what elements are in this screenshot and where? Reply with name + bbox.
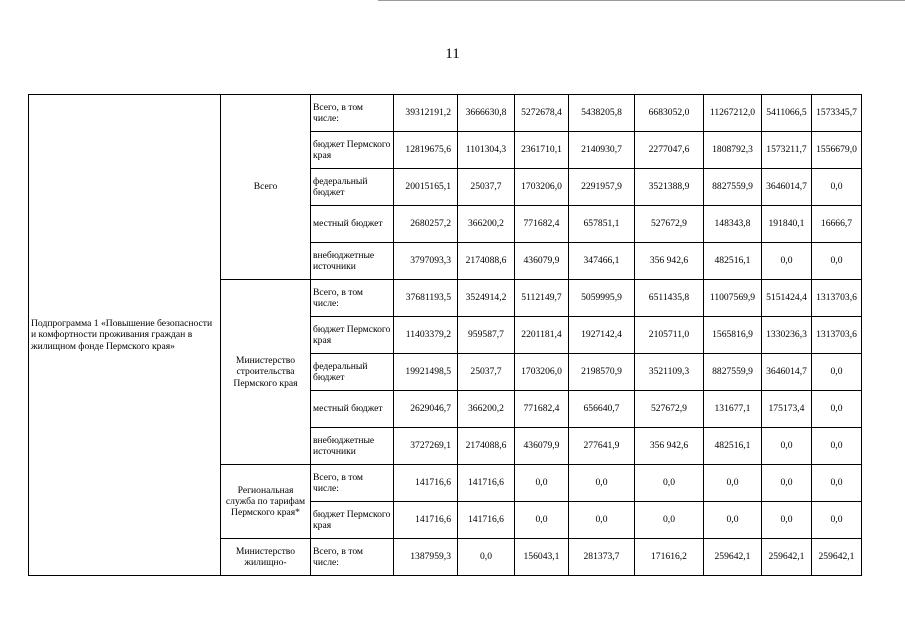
value-cell: 771682,4 bbox=[515, 391, 569, 428]
value-cell: 0,0 bbox=[569, 502, 635, 539]
value-cell: 141716,6 bbox=[458, 465, 515, 502]
value-cell: 11267212,0 bbox=[704, 95, 762, 132]
funding-source-cell: федеральный бюджет bbox=[311, 169, 394, 206]
value-cell: 959587,7 bbox=[458, 317, 515, 354]
value-cell: 1927142,4 bbox=[569, 317, 635, 354]
value-cell: 3727269,1 bbox=[394, 428, 458, 465]
value-cell: 482516,1 bbox=[704, 243, 762, 280]
value-cell: 2105711,0 bbox=[635, 317, 704, 354]
value-cell: 0,0 bbox=[762, 243, 812, 280]
value-cell: 0,0 bbox=[812, 465, 862, 502]
value-cell: 0,0 bbox=[762, 465, 812, 502]
value-cell: 8827559,9 bbox=[704, 354, 762, 391]
value-cell: 2174088,6 bbox=[458, 243, 515, 280]
value-cell: 0,0 bbox=[515, 502, 569, 539]
funding-source-cell: федеральный бюджет bbox=[311, 354, 394, 391]
value-cell: 5411066,5 bbox=[762, 95, 812, 132]
funding-source-cell: бюджет Пермского края bbox=[311, 317, 394, 354]
value-cell: 0,0 bbox=[635, 465, 704, 502]
value-cell: 1573345,7 bbox=[812, 95, 862, 132]
budget-table bbox=[28, 94, 862, 576]
value-cell: 1808792,3 bbox=[704, 132, 762, 169]
value-cell: 6511435,8 bbox=[635, 280, 704, 317]
value-cell: 259642,1 bbox=[812, 539, 862, 576]
value-cell: 1565816,9 bbox=[704, 317, 762, 354]
value-cell: 3524914,2 bbox=[458, 280, 515, 317]
funding-source-cell: Всего, в том числе: bbox=[311, 95, 394, 132]
value-cell: 0,0 bbox=[635, 502, 704, 539]
value-cell: 0,0 bbox=[569, 465, 635, 502]
value-cell: 131677,1 bbox=[704, 391, 762, 428]
value-cell: 171616,2 bbox=[635, 539, 704, 576]
value-cell: 259642,1 bbox=[762, 539, 812, 576]
value-cell: 1330236,3 bbox=[762, 317, 812, 354]
value-cell: 3797093,3 bbox=[394, 243, 458, 280]
value-cell: 2361710,1 bbox=[515, 132, 569, 169]
value-cell: 37681193,5 bbox=[394, 280, 458, 317]
executor-cell: Региональная служба по тарифам Пермского края* bbox=[221, 465, 311, 539]
value-cell: 3521109,3 bbox=[635, 354, 704, 391]
value-cell: 141716,6 bbox=[458, 502, 515, 539]
top-border-line bbox=[378, 0, 905, 1]
executor-cell: Министерство строительства Пермского края bbox=[221, 280, 311, 465]
value-cell: 0,0 bbox=[812, 428, 862, 465]
value-cell: 527672,9 bbox=[635, 206, 704, 243]
value-cell: 3666630,8 bbox=[458, 95, 515, 132]
value-cell: 366200,2 bbox=[458, 391, 515, 428]
value-cell: 12819675,6 bbox=[394, 132, 458, 169]
funding-source-cell: внебюджетные источники bbox=[311, 428, 394, 465]
value-cell: 5059995,9 bbox=[569, 280, 635, 317]
value-cell: 1313703,6 bbox=[812, 317, 862, 354]
value-cell: 6683052,0 bbox=[635, 95, 704, 132]
value-cell: 5151424,4 bbox=[762, 280, 812, 317]
funding-source-cell: местный бюджет bbox=[311, 206, 394, 243]
value-cell: 1573211,7 bbox=[762, 132, 812, 169]
value-cell: 25037,7 bbox=[458, 354, 515, 391]
value-cell: 436079,9 bbox=[515, 428, 569, 465]
value-cell: 1703206,0 bbox=[515, 354, 569, 391]
value-cell: 0,0 bbox=[704, 502, 762, 539]
value-cell: 2201181,4 bbox=[515, 317, 569, 354]
value-cell: 1387959,3 bbox=[394, 539, 458, 576]
value-cell: 1313703,6 bbox=[812, 280, 862, 317]
value-cell: 0,0 bbox=[762, 502, 812, 539]
value-cell: 141716,6 bbox=[394, 502, 458, 539]
funding-source-cell: Всего, в том числе: bbox=[311, 465, 394, 502]
value-cell: 356 942,6 bbox=[635, 428, 704, 465]
value-cell: 25037,7 bbox=[458, 169, 515, 206]
executor-cell: Всего bbox=[221, 95, 311, 280]
value-cell: 347466,1 bbox=[569, 243, 635, 280]
value-cell: 5272678,4 bbox=[515, 95, 569, 132]
budget-table-body bbox=[29, 95, 862, 576]
value-cell: 656640,7 bbox=[569, 391, 635, 428]
value-cell: 366200,2 bbox=[458, 206, 515, 243]
funding-source-cell: внебюджетные источники bbox=[311, 243, 394, 280]
table-row bbox=[29, 95, 862, 132]
value-cell: 2174088,6 bbox=[458, 428, 515, 465]
value-cell: 1556679,0 bbox=[812, 132, 862, 169]
value-cell: 20015165,1 bbox=[394, 169, 458, 206]
value-cell: 3521388,9 bbox=[635, 169, 704, 206]
value-cell: 175173,4 bbox=[762, 391, 812, 428]
value-cell: 259642,1 bbox=[704, 539, 762, 576]
value-cell: 2198570,9 bbox=[569, 354, 635, 391]
value-cell: 11007569,9 bbox=[704, 280, 762, 317]
value-cell: 1101304,3 bbox=[458, 132, 515, 169]
value-cell: 8827559,9 bbox=[704, 169, 762, 206]
value-cell: 2140930,7 bbox=[569, 132, 635, 169]
value-cell: 19921498,5 bbox=[394, 354, 458, 391]
funding-source-cell: Всего, в том числе: bbox=[311, 280, 394, 317]
value-cell: 0,0 bbox=[515, 465, 569, 502]
value-cell: 39312191,2 bbox=[394, 95, 458, 132]
value-cell: 0,0 bbox=[704, 465, 762, 502]
value-cell: 11403379,2 bbox=[394, 317, 458, 354]
value-cell: 2680257,2 bbox=[394, 206, 458, 243]
executor-cell: Министерство жилищно- bbox=[221, 539, 311, 576]
value-cell: 191840,1 bbox=[762, 206, 812, 243]
funding-source-cell: бюджет Пермского края bbox=[311, 132, 394, 169]
value-cell: 2291957,9 bbox=[569, 169, 635, 206]
value-cell: 3646014,7 bbox=[762, 354, 812, 391]
value-cell: 771682,4 bbox=[515, 206, 569, 243]
value-cell: 148343,8 bbox=[704, 206, 762, 243]
value-cell: 277641,9 bbox=[569, 428, 635, 465]
value-cell: 356 942,6 bbox=[635, 243, 704, 280]
program-title-cell: Подпрограмма 1 «Повышение безопасности и комфортности проживания граждан в жилищном фонде Пермского края» bbox=[29, 95, 221, 576]
value-cell: 527672,9 bbox=[635, 391, 704, 428]
value-cell: 5112149,7 bbox=[515, 280, 569, 317]
value-cell: 0,0 bbox=[812, 243, 862, 280]
value-cell: 0,0 bbox=[812, 169, 862, 206]
page-number: 11 bbox=[445, 46, 460, 62]
value-cell: 5438205,8 bbox=[569, 95, 635, 132]
value-cell: 2277047,6 bbox=[635, 132, 704, 169]
value-cell: 2629046,7 bbox=[394, 391, 458, 428]
value-cell: 1703206,0 bbox=[515, 169, 569, 206]
value-cell: 0,0 bbox=[812, 502, 862, 539]
value-cell: 0,0 bbox=[458, 539, 515, 576]
value-cell: 0,0 bbox=[762, 428, 812, 465]
value-cell: 482516,1 bbox=[704, 428, 762, 465]
value-cell: 0,0 bbox=[812, 391, 862, 428]
funding-source-cell: бюджет Пермского края bbox=[311, 502, 394, 539]
value-cell: 436079,9 bbox=[515, 243, 569, 280]
value-cell: 141716,6 bbox=[394, 465, 458, 502]
value-cell: 3646014,7 bbox=[762, 169, 812, 206]
funding-source-cell: Всего, в том числе: bbox=[311, 539, 394, 576]
value-cell: 657851,1 bbox=[569, 206, 635, 243]
value-cell: 16666,7 bbox=[812, 206, 862, 243]
funding-source-cell: местный бюджет bbox=[311, 391, 394, 428]
value-cell: 0,0 bbox=[812, 354, 862, 391]
value-cell: 156043,1 bbox=[515, 539, 569, 576]
value-cell: 281373,7 bbox=[569, 539, 635, 576]
